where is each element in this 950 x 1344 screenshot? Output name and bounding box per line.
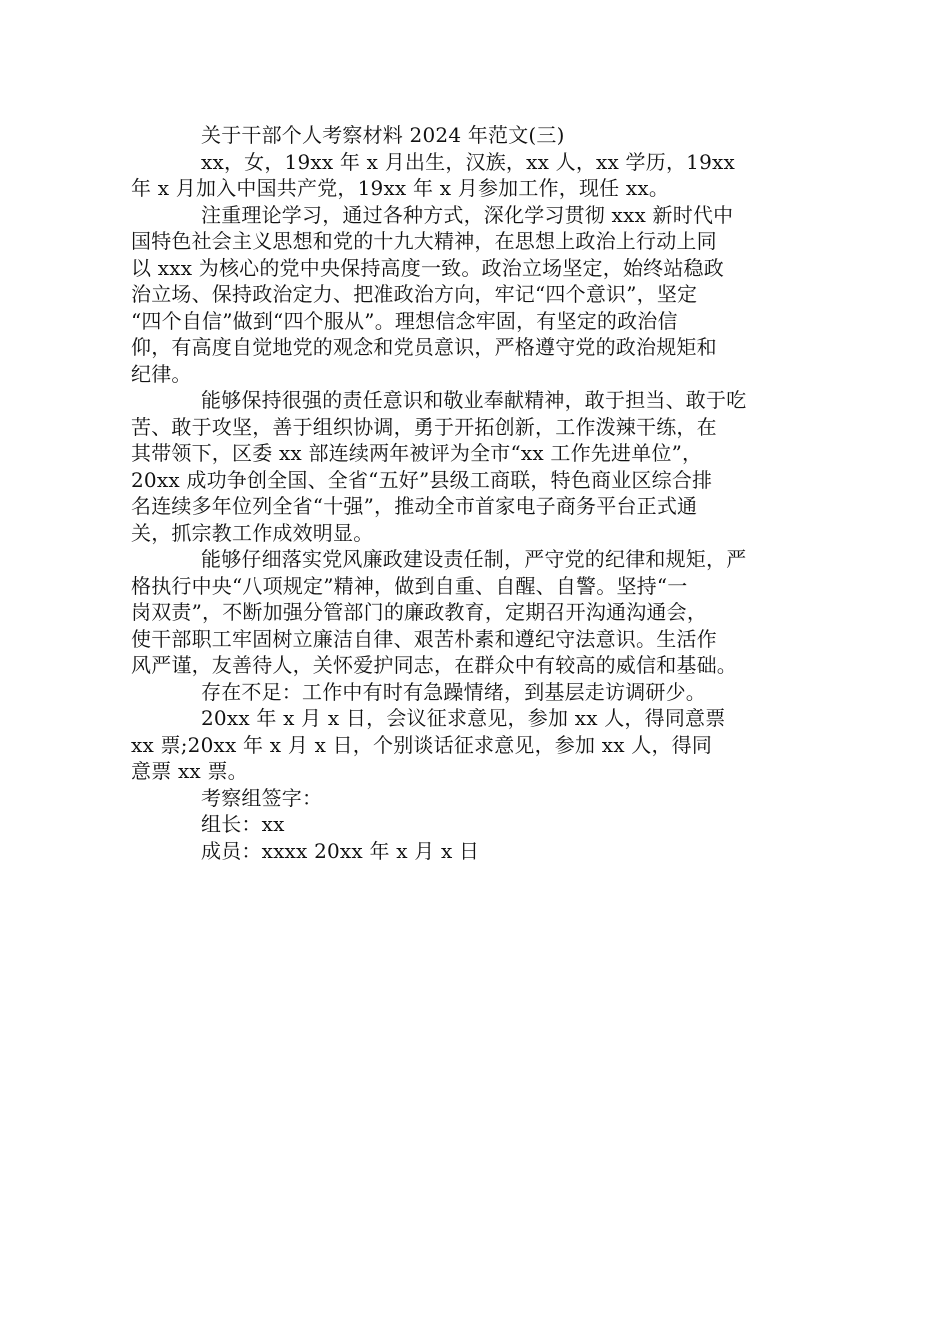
document-body (131, 122, 811, 864)
text-line: 组长：xx (201, 812, 285, 836)
text-line: 关，抓宗教工作成效明显。 (131, 520, 374, 545)
text-line: 名连续多年位列全省“十强”，推动全市首家电子商务平台正式通 (131, 494, 698, 518)
text-line: 苦、敢于攻坚，善于组织协调，勇于开拓创新，工作泼辣干练，在 (131, 414, 717, 439)
text-line: 风严谨，友善待人，关怀爱护同志，在群众中有较高的威信和基础。 (131, 653, 737, 677)
text-line: 能够保持很强的责任意识和敬业奉献精神，敢于担当、敢于吃 (201, 388, 747, 412)
document-lines (131, 149, 811, 865)
text-line: 其带领下，区委 xx 部连续两年被评为全市“xx 工作先进单位”， (131, 441, 703, 465)
text-line: “四个自信”做到“四个服从”。理想信念牢固，有坚定的政治信 (131, 308, 678, 333)
text-line: 以 xxx 为核心的党中央保持高度一致。政治立场坚定，始终站稳政 (131, 255, 724, 280)
text-line: 岗双责”，不断加强分管部门的廉政教育，定期召开沟通沟通会， (131, 600, 708, 624)
text-line: 年 x 月加入中国共产党，19xx 年 x 月参加工作，现任 xx。 (131, 176, 670, 200)
text-line: 存在不足：工作中有时有急躁情绪，到基层走访调研少。 (201, 679, 706, 704)
text-line: 治立场、保持政治定力、把准政治方向，牢记“四个意识”，坚定 (131, 282, 698, 306)
text-line: 国特色社会主义思想和党的十九大精神，在思想上政治上行动上同 (131, 229, 717, 253)
text-line: 使干部职工牢固树立廉洁自律、艰苦朴素和遵纪守法意识。生活作 (131, 626, 717, 651)
text-line: xx 票;20xx 年 x 月 x 日，个别谈话征求意见，参加 xx 人，得同 (131, 732, 713, 757)
text-line: 纪律。 (131, 361, 192, 386)
text-line: 格执行中央“八项规定”精神，做到自重、自醒、自警。坚持“一 (131, 573, 688, 598)
document-title: 关于干部个人考察材料 2024 年范文(三) (201, 123, 565, 147)
text-line: 考察组签字： (201, 785, 323, 810)
text-line: 20xx 成功争创全国、全省“五好”县级工商联，特色商业区综合排 (131, 467, 713, 492)
text-line: 20xx 年 x 月 x 日，会议征求意见，参加 xx 人，得同意票 (201, 706, 726, 730)
text-line: 能够仔细落实党风廉政建设责任制，严守党的纪律和规矩，严 (201, 547, 747, 571)
text-line: 成员：xxxx 20xx 年 x 月 x 日 (201, 838, 480, 863)
text-line: 意票 xx 票。 (131, 759, 248, 783)
text-line: 注重理论学习，通过各种方式，深化学习贯彻 xxx 新时代中 (201, 202, 734, 227)
text-line: 仰，有高度自觉地党的观念和党员意识，严格遵守党的政治规矩和 (131, 335, 717, 359)
text-line: xx，女，19xx 年 x 月出生，汉族，xx 人，xx 学历，19xx (201, 149, 735, 174)
